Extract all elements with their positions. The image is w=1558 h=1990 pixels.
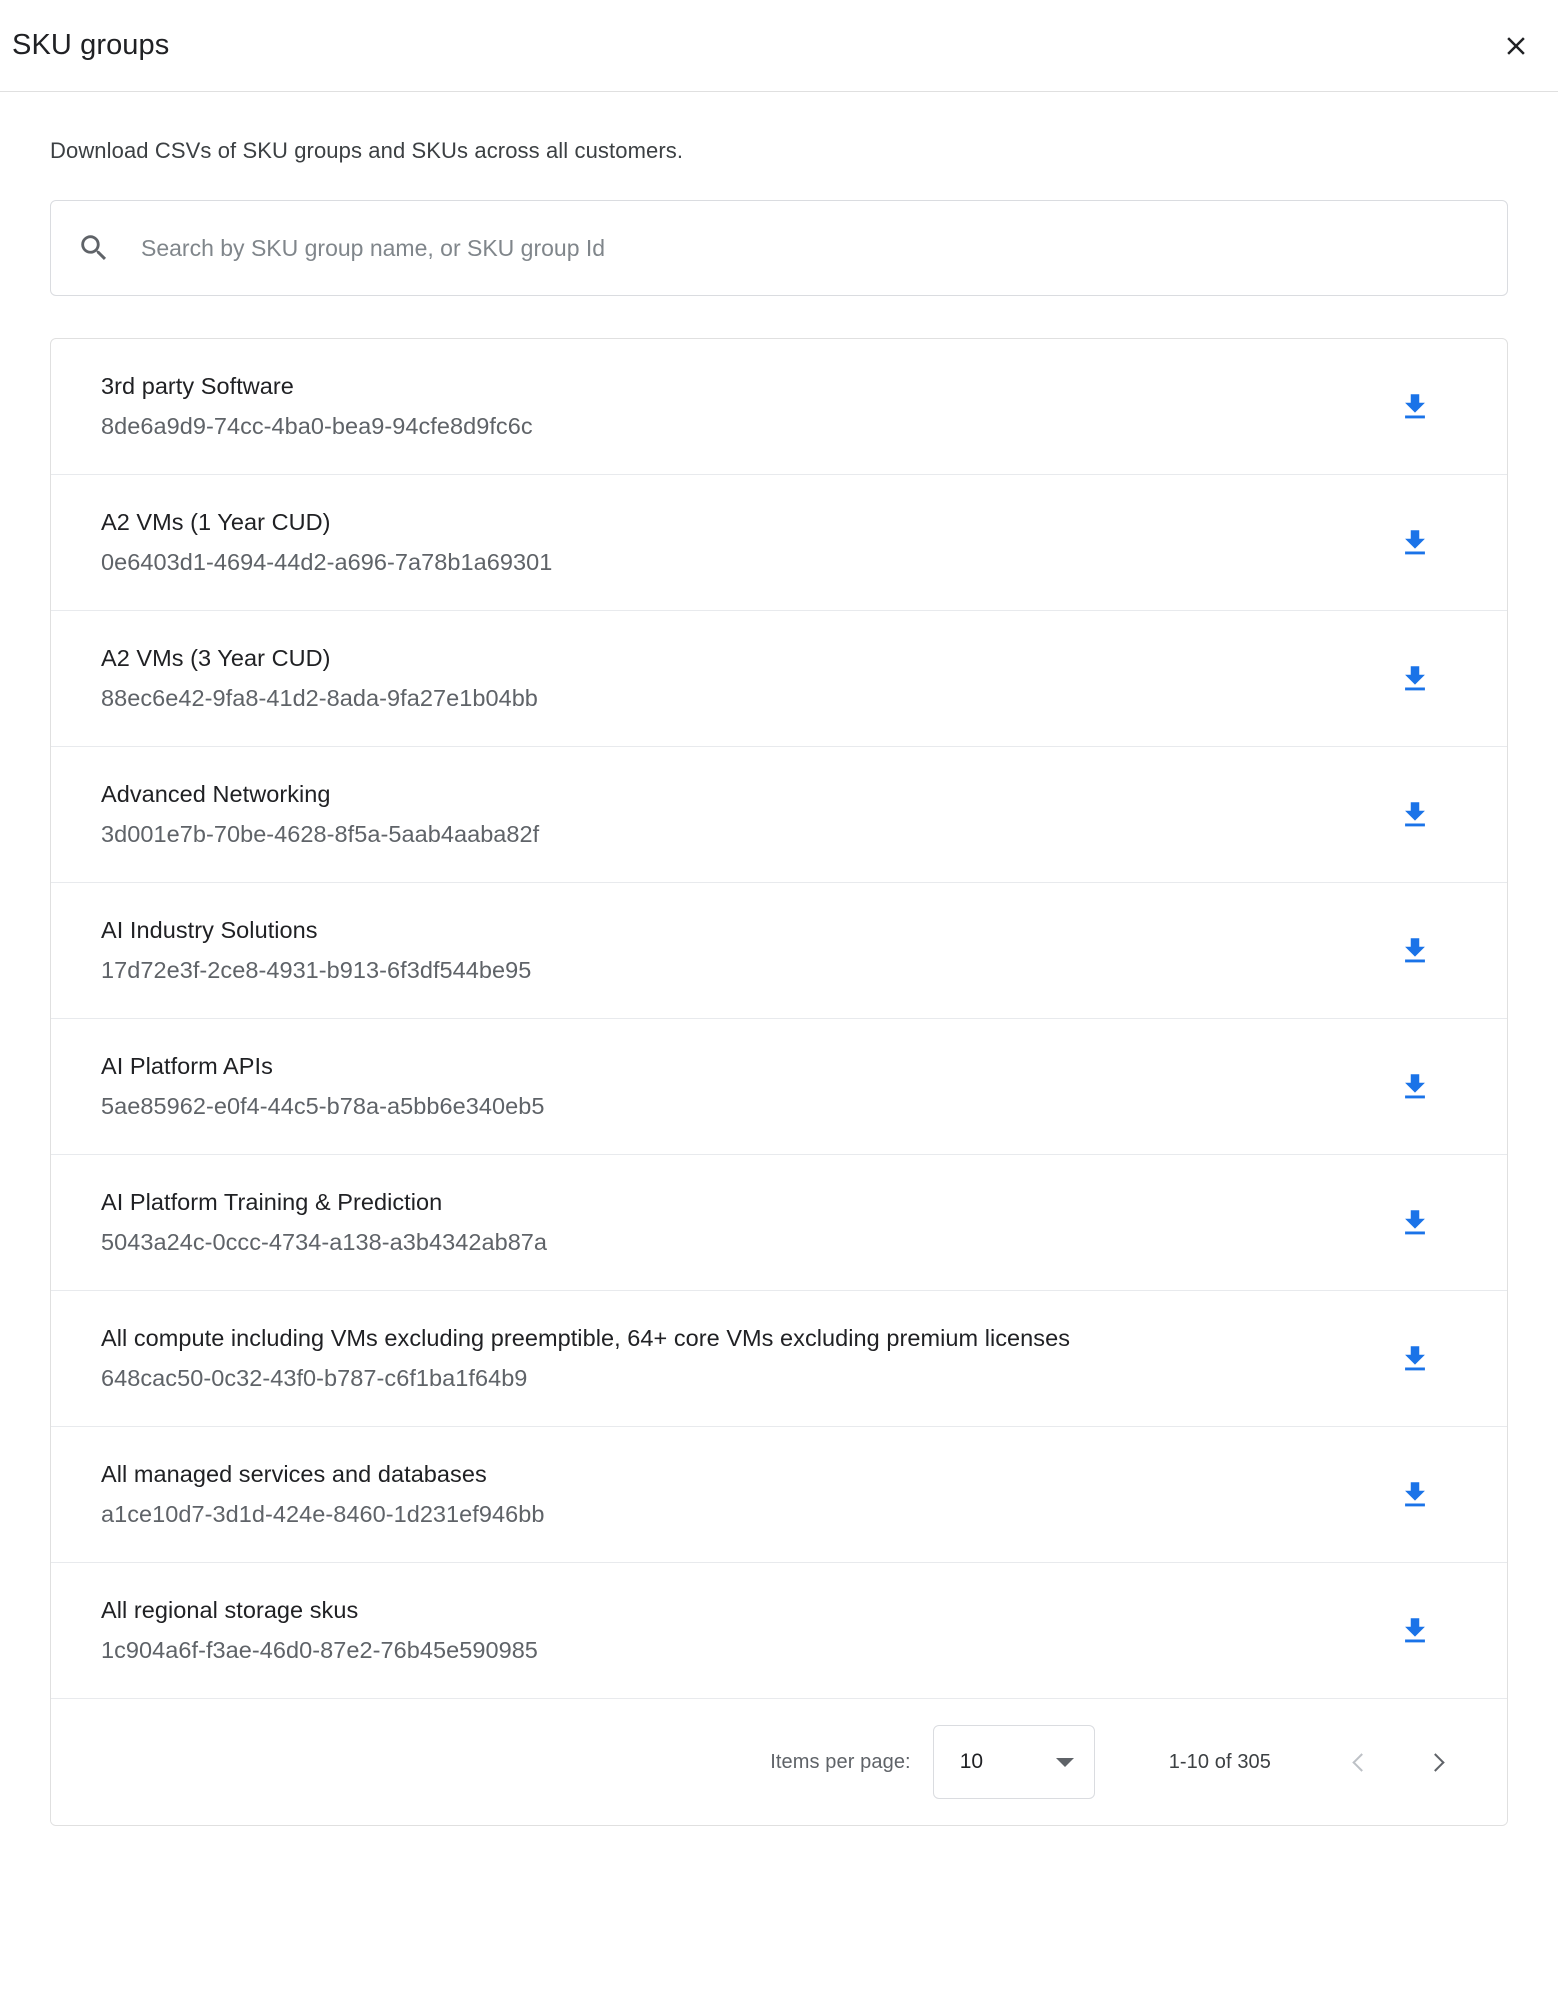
sku-group-id: 1c904a6f-f3ae-46d0-87e2-76b45e590985	[101, 1637, 538, 1664]
list-item[interactable]	[51, 1563, 1507, 1699]
download-button[interactable]	[1385, 785, 1445, 845]
search-icon	[77, 231, 111, 265]
dialog-body	[0, 138, 1558, 1826]
items-per-page-label: Items per page:	[770, 1750, 911, 1773]
previous-page-button[interactable]	[1329, 1732, 1389, 1792]
download-icon	[1398, 390, 1432, 424]
sku-group-id: a1ce10d7-3d1d-424e-8460-1d231ef946bb	[101, 1501, 545, 1528]
list-item[interactable]	[51, 1019, 1507, 1155]
download-icon	[1398, 1478, 1432, 1512]
range-label: 1-10 of 305	[1168, 1750, 1271, 1773]
sku-group-name: Advanced Networking	[101, 781, 331, 808]
dialog-description: Download CSVs of SKU groups and SKUs across all customers.	[50, 138, 684, 163]
chevron-right-icon	[1426, 1753, 1444, 1771]
list-item[interactable]	[51, 883, 1507, 1019]
download-button[interactable]	[1385, 1601, 1445, 1661]
sku-group-id: 5ae85962-e0f4-44c5-b78a-a5bb6e340eb5	[101, 1093, 545, 1120]
download-icon	[1398, 662, 1432, 696]
list-item-texts	[101, 1591, 538, 1670]
list-item[interactable]	[51, 1291, 1507, 1427]
download-button[interactable]	[1385, 1057, 1445, 1117]
download-icon	[1398, 934, 1432, 968]
download-icon	[1398, 1342, 1432, 1376]
paginator	[51, 1699, 1507, 1825]
page-size-select[interactable]	[933, 1725, 1095, 1799]
download-button[interactable]	[1385, 649, 1445, 709]
sku-group-name: 3rd party Software	[101, 373, 294, 400]
download-button[interactable]	[1385, 1465, 1445, 1525]
sku-group-id: 8de6a9d9-74cc-4ba0-bea9-94cfe8d9fc6c	[101, 413, 533, 440]
download-button[interactable]	[1385, 513, 1445, 573]
list-item-texts	[101, 1047, 544, 1126]
sku-group-name: All compute including VMs excluding preemptible, 64+ core VMs excluding premium licenses	[101, 1325, 1071, 1352]
sku-group-name: All managed services and databases	[101, 1461, 487, 1488]
next-page-button[interactable]	[1407, 1732, 1467, 1792]
close-button[interactable]	[1488, 18, 1544, 74]
page-size-value: 10	[959, 1750, 984, 1773]
sku-group-name: AI Platform Training & Prediction	[101, 1189, 443, 1216]
download-button[interactable]	[1385, 377, 1445, 437]
download-icon	[1398, 526, 1432, 560]
sku-group-id: 0e6403d1-4694-44d2-a696-7a78b1a69301	[101, 549, 553, 576]
list-item-texts	[101, 1319, 1070, 1398]
sku-group-id: 3d001e7b-70be-4628-8f5a-5aab4aaba82f	[101, 821, 540, 848]
list-item[interactable]	[51, 339, 1507, 475]
list-item-texts	[101, 1183, 547, 1262]
sku-group-id: 88ec6e42-9fa8-41d2-8ada-9fa27e1b04bb	[101, 685, 538, 712]
download-button[interactable]	[1385, 1329, 1445, 1389]
search-field[interactable]	[50, 200, 1508, 296]
sku-group-name: AI Platform APIs	[101, 1053, 273, 1080]
download-icon	[1398, 1206, 1432, 1240]
list-item-texts	[101, 775, 539, 854]
dialog-header	[0, 0, 1558, 92]
download-icon	[1398, 798, 1432, 832]
search-input[interactable]	[139, 234, 1481, 263]
list-item[interactable]	[51, 747, 1507, 883]
list-item-texts	[101, 911, 531, 990]
list-item-texts	[101, 503, 552, 582]
download-icon	[1398, 1614, 1432, 1648]
list-item[interactable]	[51, 1155, 1507, 1291]
sku-group-id: 17d72e3f-2ce8-4931-b913-6f3df544be95	[101, 957, 532, 984]
sku-group-name: A2 VMs (3 Year CUD)	[101, 645, 331, 672]
sku-group-name: All regional storage skus	[101, 1597, 359, 1624]
list-item[interactable]	[51, 611, 1507, 747]
chevron-down-icon	[1056, 1758, 1074, 1767]
list-item[interactable]	[51, 475, 1507, 611]
list-item-texts	[101, 639, 538, 718]
download-button[interactable]	[1385, 1193, 1445, 1253]
sku-group-list	[50, 338, 1508, 1826]
sku-group-name: A2 VMs (1 Year CUD)	[101, 509, 331, 536]
sku-group-name: AI Industry Solutions	[101, 917, 318, 944]
list-item-texts	[101, 1455, 544, 1534]
download-button[interactable]	[1385, 921, 1445, 981]
page-title: SKU groups	[12, 29, 170, 61]
close-icon	[1501, 31, 1531, 61]
list-item-texts	[101, 367, 533, 446]
list-item[interactable]	[51, 1427, 1507, 1563]
download-icon	[1398, 1070, 1432, 1104]
chevron-left-icon	[1352, 1753, 1370, 1771]
sku-group-id: 5043a24c-0ccc-4734-a138-a3b4342ab87a	[101, 1229, 548, 1256]
sku-group-id: 648cac50-0c32-43f0-b787-c6f1ba1f64b9	[101, 1365, 528, 1392]
